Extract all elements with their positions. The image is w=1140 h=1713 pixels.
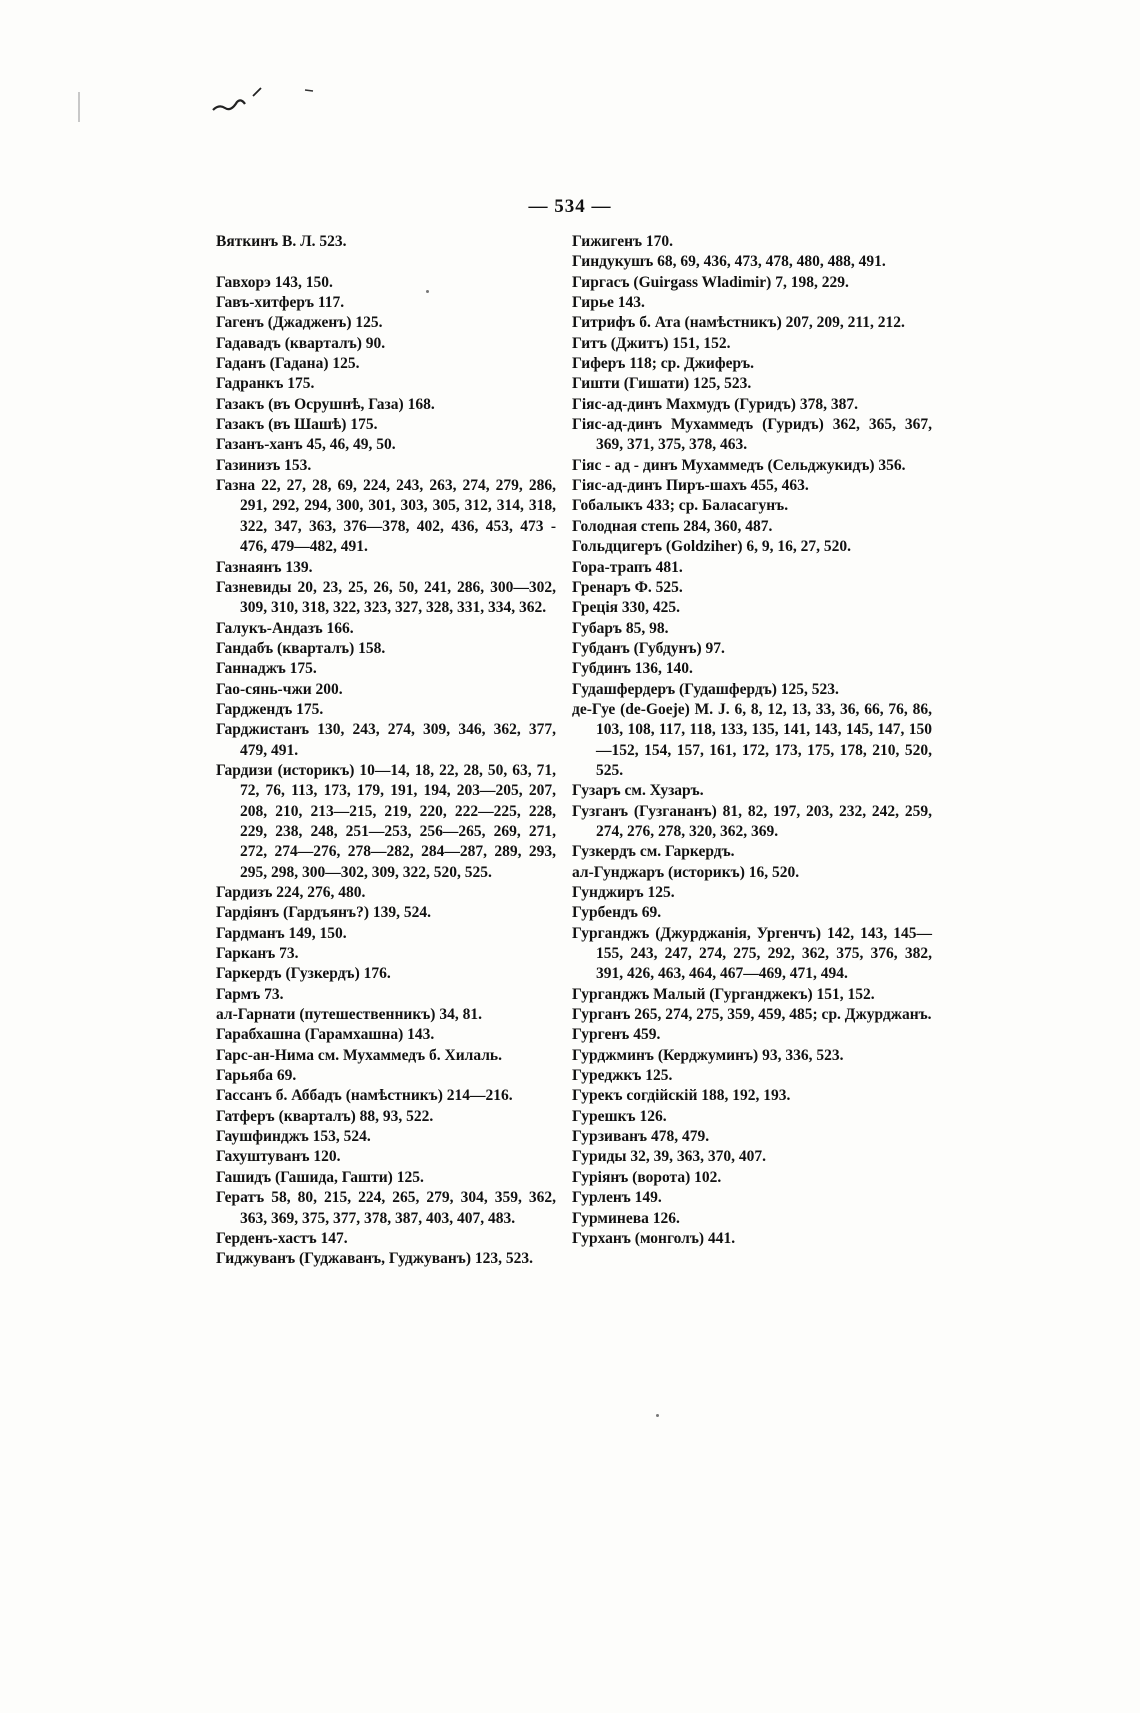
scan-speck — [426, 290, 429, 293]
index-entry: Гахуштуванъ 120. — [216, 1148, 341, 1166]
index-entry: Гіяс-ад-динъ Пиръ-шахъ 455, 463. — [572, 477, 809, 495]
index-entry: Гавъ-хитферъ 117. — [216, 294, 345, 312]
index-entry: Гератъ 58, 80, 215, 224, 265, 279, 304, 359, 362, 363, 369, 375, 377, 378, 387, 403, 407, 483. — [216, 1189, 556, 1227]
index-entry: Гассанъ б. Аббадъ (намѣстникъ) 214—216. — [216, 1087, 513, 1105]
index-entry: Гурганджъ (Джурджанія, Ургенчъ) 142, 143, 145—155, 243, 247, 274, 275, 292, 362, 375, 376, 382, 391, 426, 463, 464, 467—469, 471, 494. — [572, 924, 932, 983]
index-entry: Гандабъ (кварталъ) 158. — [216, 639, 386, 657]
index-entry: Вяткинъ В. Л. 523. — [216, 233, 347, 250]
index-entry: Гардизъ 224, 276, 480. — [216, 884, 366, 901]
index-entry: Гарьяба 69. — [216, 1067, 297, 1085]
index-entry: Гиндукушъ 68, 69, 436, 473, 478, 480, 488, 491. — [572, 253, 886, 271]
index-column-left — [216, 232, 556, 1270]
index-entry: Гао-сянь-чжи 200. — [216, 680, 343, 698]
index-entry: Гагенъ (Джадженъ) 125. — [216, 314, 383, 332]
scan-speck — [656, 1414, 659, 1417]
index-entry: Голодная степь 284, 360, 487. — [572, 517, 773, 535]
page-number: — 534 — — [528, 196, 612, 217]
index-entry: Гурджминъ (Керджуминъ) 93, 336, 523. — [572, 1046, 844, 1064]
index-entry: Гижигенъ 170. — [572, 233, 674, 250]
index-entry: Гіяс - ад - динъ Мухаммедъ (Сельджукидъ) 356. — [572, 456, 906, 474]
index-entry: Гатферъ (кварталъ) 88, 93, 522. — [216, 1107, 434, 1125]
scan-edge-mark — [78, 92, 80, 122]
index-entry: Гуріянъ (ворота) 102. — [572, 1168, 722, 1186]
index-entry: Гарс-ан-Нима см. Мухаммедъ б. Хилаль. — [216, 1046, 502, 1064]
index-entry: Газна 22, 27, 28, 69, 224, 243, 263, 274, 279, 286, 291, 292, 294, 300, 301, 303, 305, 312, 314, 318, 322, 347, 363, 376—378, 402, 436, 453, 473 - 476, 479—482, 491. — [216, 477, 556, 556]
index-entry: Гурганъ 265, 274, 275, 359, 459, 485; ср. Джурджанъ. — [572, 1006, 932, 1024]
index-entry: Гавхорэ 143, 150. — [216, 273, 333, 291]
index-entry: Гіяс-ад-динъ Мухаммедъ (Гуридъ) 362, 365, 367, 369, 371, 375, 378, 463. — [572, 416, 932, 454]
index-entry: Гитрифъ б. Ата (намѣстникъ) 207, 209, 211, 212. — [572, 314, 905, 332]
index-entry: Губданъ (Губдунъ) 97. — [572, 639, 725, 657]
index-entry: Гудашфердеръ (Гудашфердъ) 125, 523. — [572, 680, 839, 698]
index-entry: Гурганджъ Малый (Гурганджекъ) 151, 152. — [572, 985, 875, 1003]
index-entry: Гургенъ 459. — [572, 1026, 661, 1044]
index-entry: Гурешкъ 126. — [572, 1107, 667, 1125]
index-entry: Газинизъ 153. — [216, 456, 312, 474]
index-entry: Гурбендъ 69. — [572, 904, 662, 922]
index-entry: Гиферъ 118; ср. Джиферъ. — [572, 355, 754, 373]
index-entry: Гардманъ 149, 150. — [216, 924, 347, 942]
index-entry: Ганнаджъ 175. — [216, 660, 317, 678]
index-entry: Газакъ (въ Осрушнѣ, Газа) 168. — [216, 395, 435, 413]
index-entry: Гора-трапъ 481. — [572, 558, 683, 576]
index-entry: Гадранкъ 175. — [216, 375, 315, 393]
index-entry: Гирье 143. — [572, 294, 645, 312]
index-entry: Гарджендъ 175. — [216, 700, 324, 718]
index-entry: Газанъ-ханъ 45, 46, 49, 50. — [216, 436, 396, 454]
index-entry: Газакъ (въ Шашѣ) 175. — [216, 416, 378, 434]
index-entry: Гардіянъ (Гардъянъ?) 139, 524. — [216, 904, 432, 922]
index-entry: Гунджиръ 125. — [572, 884, 675, 901]
index-entry: Гарабхашна (Гарамхашна) 143. — [216, 1026, 435, 1044]
index-entry: Гренаръ Ф. 525. — [572, 578, 683, 596]
index-entry: Гузганъ (Гузгананъ) 81, 82, 197, 203, 232, 242, 259, 274, 276, 278, 320, 362, 369. — [572, 802, 932, 840]
index-entry: Гаркердъ (Гузкердъ) 176. — [216, 965, 391, 983]
index-entry: Гашидъ (Гашида, Гашти) 125. — [216, 1168, 424, 1186]
index-column-right — [572, 232, 932, 1249]
index-entry: Губдинъ 136, 140. — [572, 660, 693, 678]
index-entry: Гурленъ 149. — [572, 1189, 662, 1207]
index-entry: Газнаянъ 139. — [216, 558, 313, 576]
index-entry: Гиджуванъ (Гуджаванъ, Гуджуванъ) 123, 523. — [216, 1250, 533, 1268]
index-entry: Гаушфинджъ 153, 524. — [216, 1128, 371, 1146]
index-entry: ал-Гарнати (путешественникъ) 34, 81. — [216, 1006, 482, 1024]
index-entry: Гарджистанъ 130, 243, 274, 309, 346, 362, 377, 479, 491. — [216, 721, 556, 759]
index-entry: Гармъ 73. — [216, 985, 284, 1003]
index-entry: Гурминева 126. — [572, 1209, 680, 1227]
index-entry: Гадавадъ (кварталъ) 90. — [216, 334, 386, 352]
index-entry: Галукъ-Андазъ 166. — [216, 619, 354, 637]
index-entry: де-Гуе (de-Goeje) M. J. 6, 8, 12, 13, 33, 36, 66, 76, 86, 103, 108, 117, 118, 133, 135, 141, 143, 145, 147, 150—152, 154, 157, 161, 172, 173, 175, 178, 210, 520, 525. — [572, 700, 932, 779]
index-entry: Гобалыкъ 433; ср. Баласагунъ. — [572, 497, 789, 515]
index-entry: Гузаръ см. Хузаръ. — [572, 782, 704, 800]
index-entry: Гіяс-ад-динъ Махмудъ (Гуридъ) 378, 387. — [572, 395, 858, 413]
index-entry: Герденъ-хастъ 147. — [216, 1229, 348, 1247]
index-entry: Греція 330, 425. — [572, 599, 681, 617]
index-entry: Гузкердъ см. Гаркердъ. — [572, 843, 735, 861]
index-entry: Газневиды 20, 23, 25, 26, 50, 241, 286, 300—302, 309, 310, 318, 322, 323, 327, 328, 331, 334, 362. — [216, 578, 556, 617]
index-entry: Гурханъ (монголъ) 441. — [572, 1229, 736, 1247]
index-entry: Гаданъ (Гадана) 125. — [216, 355, 360, 373]
index-entry: Гитъ (Джитъ) 151, 152. — [572, 334, 731, 352]
index-entry: Губаръ 85, 98. — [572, 619, 669, 637]
scan-smudge-mark — [205, 82, 325, 122]
index-entry: Гуриды 32, 39, 363, 370, 407. — [572, 1148, 767, 1166]
index-entry: ал-Гунджаръ (историкъ) 16, 520. — [572, 863, 800, 881]
index-entry: Гиргасъ (Guirgass Wladimir) 7, 198, 229. — [572, 273, 849, 291]
index-entry: Гишти (Гишати) 125, 523. — [572, 375, 752, 393]
index-entry: Гурзиванъ 478, 479. — [572, 1128, 710, 1146]
index-entry: Гарканъ 73. — [216, 945, 299, 963]
index-entry: Гардизи (историкъ) 10—14, 18, 22, 28, 50, 63, 71, 72, 76, 113, 173, 179, 191, 194, 203—205, 207, 208, 210, 213—215, 219, 220, 222—225, 228, 229, 238, 248, 251—253, 256—265, 269, 271, 272, 274—276, 278—282, 284—287, 289, 293, 295, 298, 300—302, 309, 322, 520, 525. — [216, 761, 556, 881]
index-entry: Гурекъ согдійскій 188, 192, 193. — [572, 1087, 791, 1105]
index-entry: Гольдцигеръ (Goldziher) 6, 9, 16, 27, 520. — [572, 538, 852, 556]
index-entry: Гуреджкъ 125. — [572, 1067, 673, 1085]
